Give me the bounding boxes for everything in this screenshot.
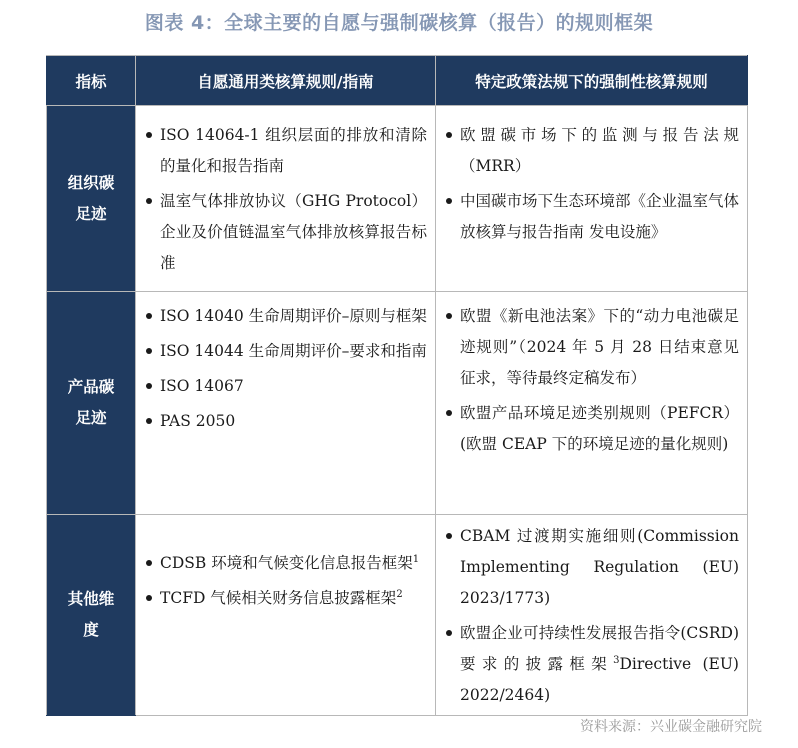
list-item [144, 583, 427, 614]
list-item-text: 欧盟企业可持续性发展报告指令(CSRD)要求的披露框架 [460, 624, 739, 673]
list-item: ISO 14044 生命周期评价–要求和指南 [144, 336, 427, 367]
mandatory-cell [436, 515, 748, 716]
table-row [47, 515, 748, 716]
list-item-text: Directive (EU) 2022/2464) [460, 655, 739, 704]
row-label [47, 515, 136, 716]
row-label [47, 106, 136, 292]
row-label-text: 组织碳足迹 [67, 173, 115, 223]
voluntary-cell [136, 106, 436, 292]
list-item [144, 548, 427, 579]
row-label-text: 产品碳足迹 [67, 378, 115, 427]
list-item [444, 618, 739, 711]
mandatory-cell [436, 106, 748, 292]
voluntary-cell [136, 292, 436, 515]
table-header-row [47, 56, 748, 106]
list-item: CBAM 过渡期实施细则(Commission Implementing Regulation (EU) 2023/1773) [444, 521, 739, 614]
list-item: ISO 14064-1 组织层面的排放和清除的量化和报告指南 [144, 120, 427, 182]
list-item: 中国碳市场下生态环境部《企业温室气体放核算与报告指南 发电设施》 [444, 186, 739, 248]
header-mandatory: 特定政策法规下的强制性核算规则 [436, 56, 748, 106]
voluntary-cell [136, 515, 436, 716]
header-indicator: 指标 [47, 56, 136, 106]
list-item: PAS 2050 [144, 406, 427, 437]
header-voluntary: 自愿通用类核算规则/指南 [136, 56, 436, 106]
rules-table [46, 55, 748, 716]
list-item: 温室气体排放协议（GHG Protocol）企业及价值链温室气体排放核算报告标准 [144, 186, 427, 279]
list-item: 欧盟《新电池法案》下的“动力电池碳足迹规则”（2024 年 5 月 28 日结束意见征求，等待最终定稿发布） [444, 301, 739, 394]
table-row [47, 106, 748, 292]
table-row [47, 292, 748, 515]
list-item-text: CDSB 环境和气候变化信息报告框架 [160, 554, 413, 572]
list-item-text: TCFD 气候相关财务信息披露框架 [160, 589, 397, 607]
footnote-marker: 3 [613, 654, 620, 666]
row-label [47, 292, 136, 515]
figure-title: 图表 4：全球主要的自愿与强制碳核算（报告）的规则框架 [144, 12, 654, 34]
list-item: 欧盟产品环境足迹类别规则（PEFCR）(欧盟 CEAP 下的环境足迹的量化规则) [444, 398, 739, 460]
list-item: ISO 14040 生命周期评价–原则与框架 [144, 301, 427, 332]
footnote-marker: 1 [412, 553, 420, 565]
mandatory-cell [436, 292, 748, 515]
source-note: 资料来源：兴业碳金融研究院 [580, 719, 762, 735]
footnote-marker: 2 [396, 588, 403, 600]
list-item: ISO 14067 [144, 371, 427, 402]
list-item: 欧盟碳市场下的监测与报告法规（MRR） [444, 120, 739, 182]
row-label-text: 其他维度 [67, 590, 115, 639]
